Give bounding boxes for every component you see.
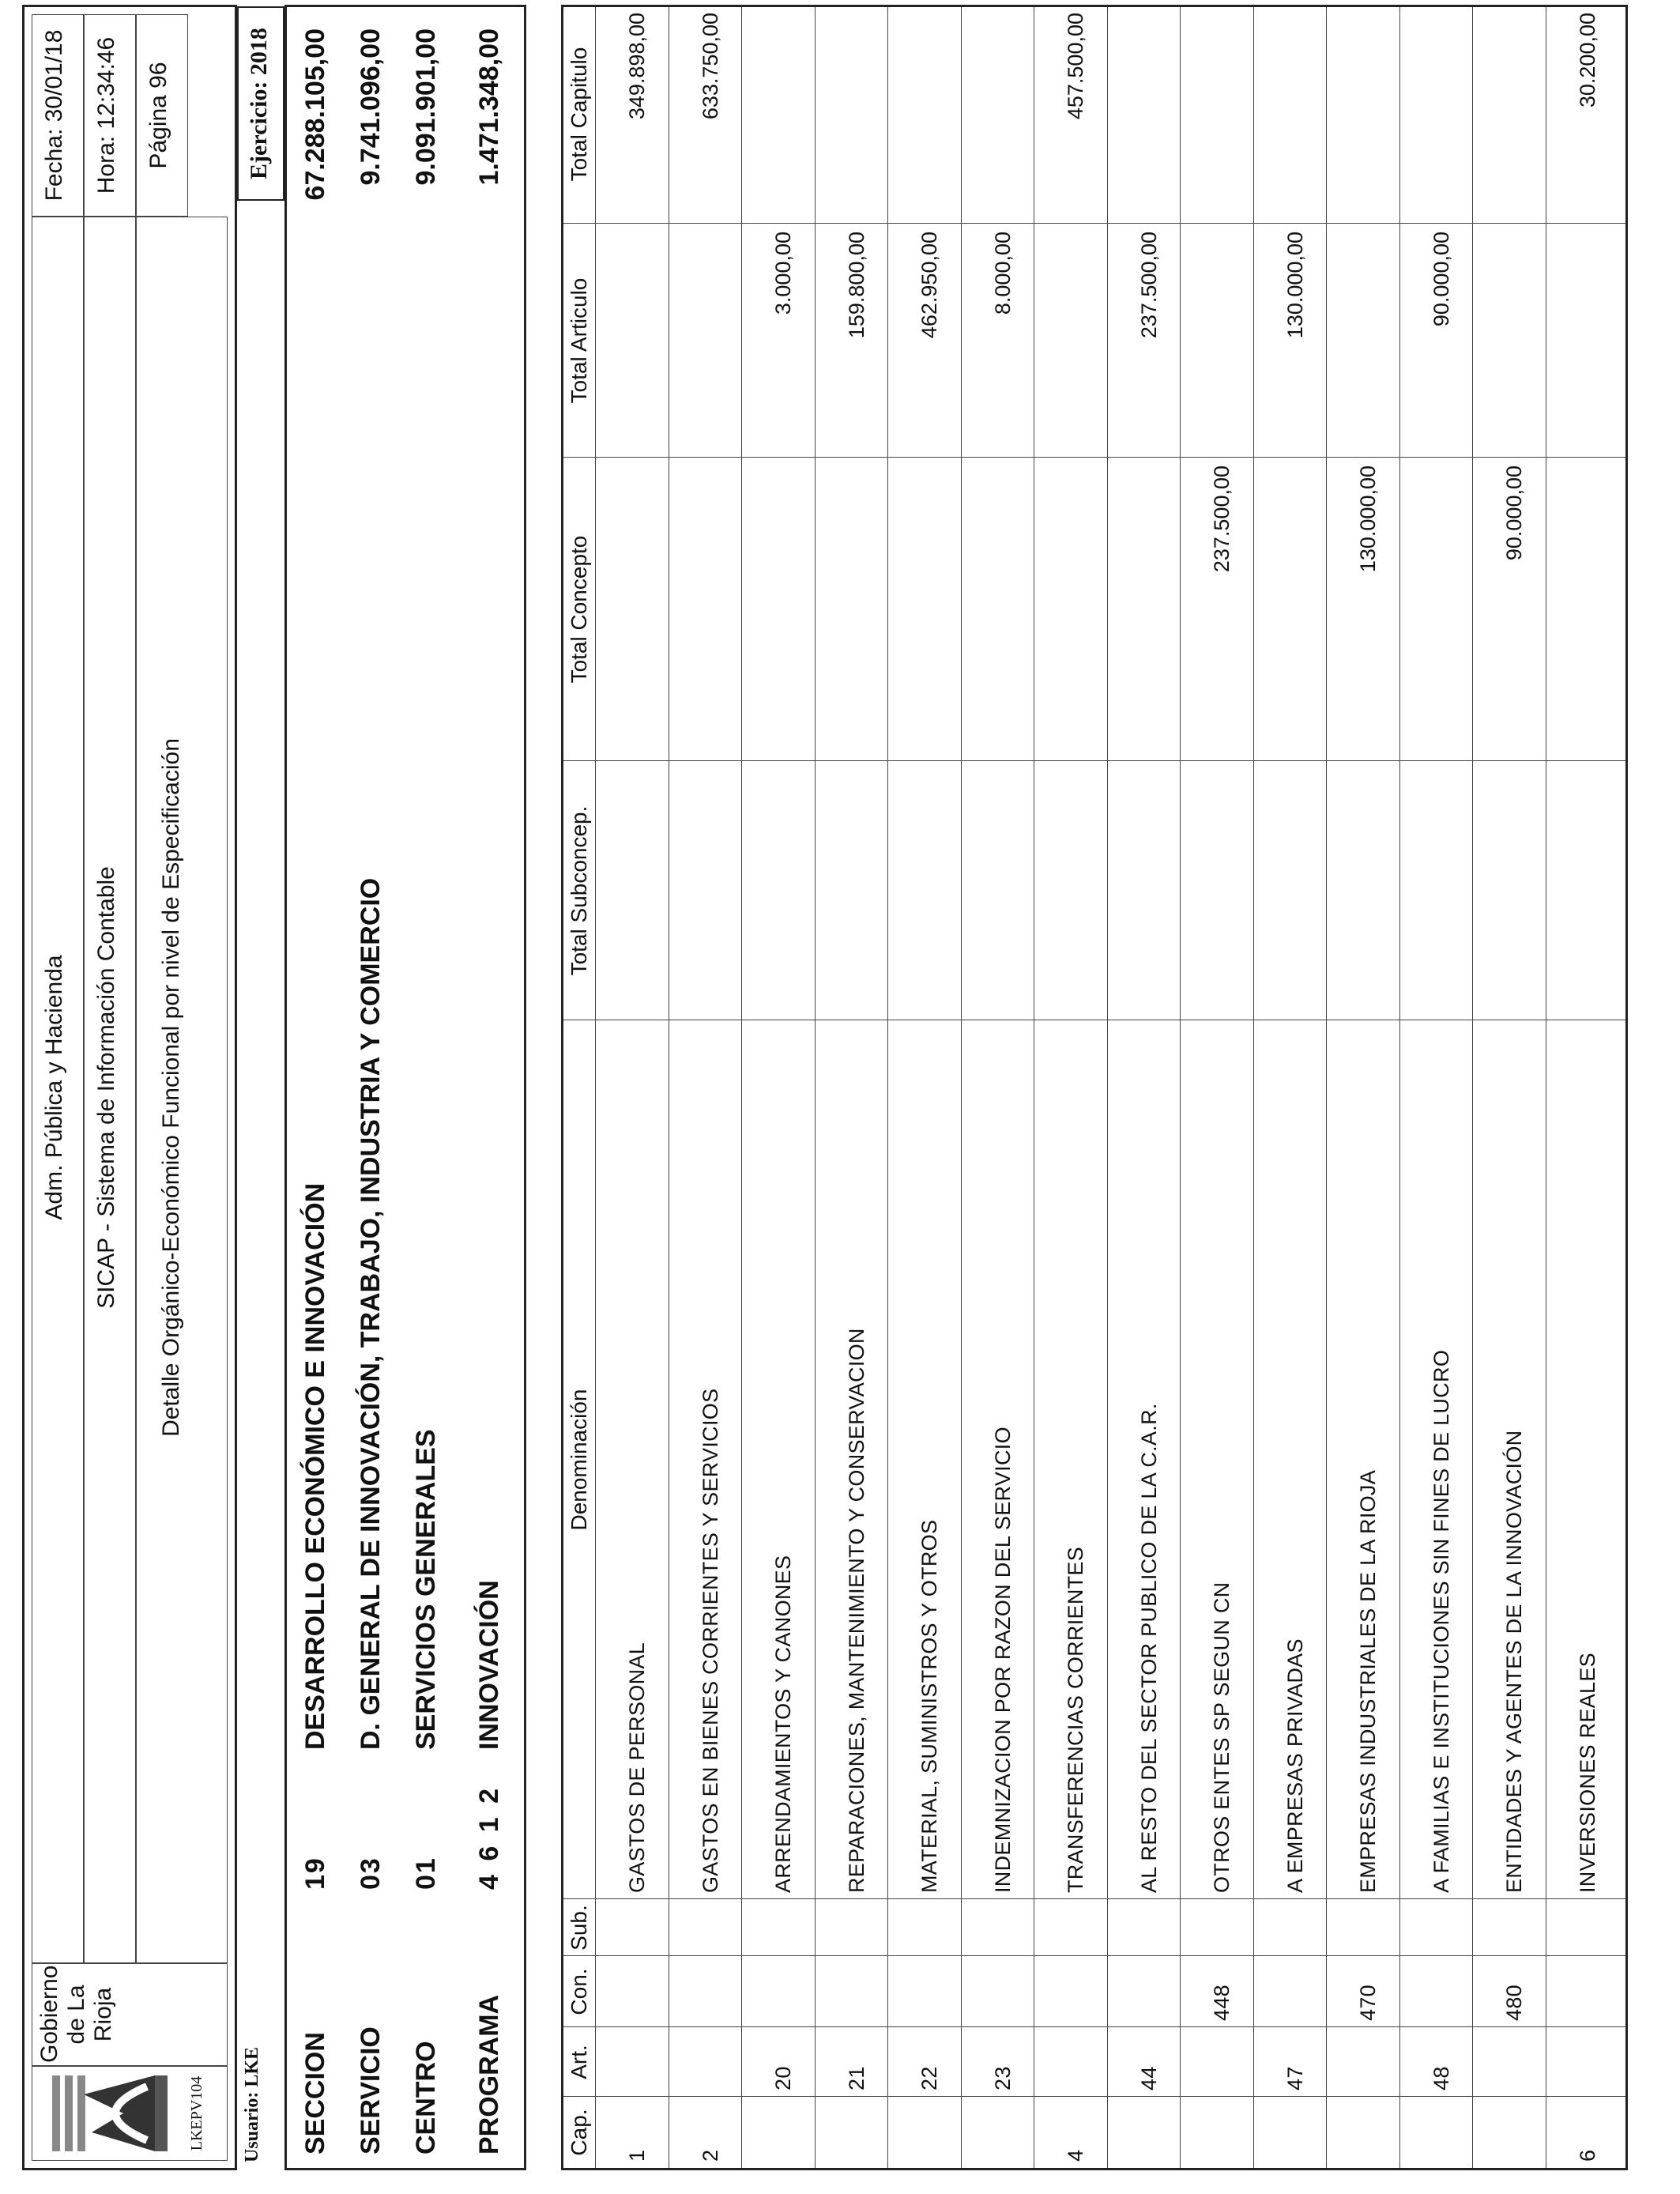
cell-total-articulo: 462.950,00: [917, 232, 941, 339]
cell-art: 23: [990, 2066, 1015, 2090]
org-name-text: DESARROLLO ECONÓMICO E INNOVACIÓN: [300, 1182, 330, 1750]
cell-cap: [1400, 2097, 1474, 2168]
cell-total-capitulo: [816, 5, 889, 224]
table-row: [1254, 7, 1328, 2168]
cell-cap: [1473, 2097, 1546, 2168]
col-divider: [563, 1898, 1625, 1899]
cell-denominacion: A FAMILIAS E INSTITUCIONES SIN FINES DE LUCRO: [1429, 1349, 1453, 1893]
col-header-con: Con.: [567, 1968, 591, 2015]
cell-art: [1327, 2027, 1400, 2097]
cell-denominacion: GASTOS EN BIENES CORRIENTES Y SERVICIOS: [698, 1388, 722, 1893]
table-row: [1181, 7, 1254, 2168]
cell-art: 20: [771, 2066, 795, 2090]
cell-total-capitulo: [1327, 5, 1400, 224]
cell-total-articulo: [1473, 224, 1546, 458]
col-header-total-capitulo: Total Capitulo: [567, 47, 591, 182]
cell-total-concepto: 130.000,00: [1356, 466, 1380, 573]
cell-con: [1546, 1956, 1620, 2027]
cell-sub: [742, 1899, 816, 1956]
col-header-total-subconcepto: Total Subconcep.: [567, 805, 591, 976]
cell-sub: [1327, 1899, 1400, 1956]
cell-cap: [742, 2097, 816, 2168]
cell-total-articulo: 90.000,00: [1429, 232, 1453, 327]
cell-sub: [888, 1899, 962, 1956]
cell-sub: [816, 1899, 889, 1956]
org-name-text: INNOVACIÓN: [474, 1580, 504, 1750]
col-divider: [563, 2026, 1625, 2027]
org-code: 19: [300, 1857, 330, 1890]
table-row: [742, 7, 816, 2168]
col-divider: [563, 1955, 1625, 1956]
cell-con: [742, 1956, 816, 2027]
cell-denominacion: OTROS ENTES SP SEGUN CN: [1210, 1581, 1234, 1893]
table-row: [1034, 7, 1108, 2168]
col-header-sub: Sub.: [567, 1905, 591, 1951]
org-label: SERVICIO: [356, 2026, 386, 2154]
cell-total-concepto: [1546, 458, 1620, 761]
header-title-1: Adm. Pública y Hacienda: [41, 955, 67, 1220]
cell-total-concepto: [1254, 458, 1328, 761]
org-label: CENTRO: [411, 2041, 441, 2154]
cell-cap: [816, 2097, 889, 2168]
org-name: [36, 1966, 117, 2063]
cell-art: [1034, 2027, 1108, 2097]
cell-total-articulo: [596, 224, 669, 458]
cell-sub: [1181, 1899, 1254, 1956]
cell-denominacion: ARRENDAMIENTOS Y CANONES: [771, 1555, 795, 1893]
cell-total-concepto: 237.500,00: [1210, 466, 1234, 573]
cell-total-capitulo: [962, 5, 1035, 224]
cell-total-articulo: [1546, 224, 1620, 458]
usuario: Usuario: LKE: [242, 2046, 262, 2162]
cell-art: [669, 2027, 743, 2097]
cell-cap: [962, 2097, 1035, 2168]
cell-total-subconcepto: [1034, 761, 1108, 1020]
cell-total-capitulo: [888, 5, 962, 224]
cell-sub: [962, 1899, 1035, 1956]
cell-cap: 6: [1575, 2149, 1599, 2162]
rioja-logo-icon: [36, 2071, 172, 2156]
cell-sub: [1473, 1899, 1546, 1956]
org-amount: 67.288.105,00: [300, 28, 330, 201]
cell-denominacion: ENTIDADES Y AGENTES DE LA INNOVACIÓN: [1502, 1430, 1526, 1893]
ejercicio: Ejercicio: 2018: [246, 28, 272, 179]
header-title-3: Detalle Orgánico-Económico Funcional por nivel de Especificación: [158, 738, 184, 1437]
cell-denominacion: GASTOS DE PERSONAL: [625, 1642, 649, 1893]
cell-total-subconcepto: [596, 761, 669, 1020]
cell-total-articulo: 8.000,00: [990, 232, 1015, 315]
cell-total-capitulo: [1108, 5, 1181, 224]
cell-con: 470: [1356, 1985, 1380, 2021]
budget-table: [561, 5, 1628, 2170]
cell-total-capitulo: [1181, 5, 1254, 224]
org-label: SECCION: [300, 2032, 330, 2154]
header-title-2: SICAP - Sistema de Información Contable: [93, 866, 119, 1309]
col-divider: [563, 2096, 1625, 2097]
cell-sub: [1034, 1899, 1108, 1956]
org-amount: 1.471.348,00: [474, 28, 504, 186]
cell-total-subconcepto: [742, 761, 816, 1020]
cell-total-concepto: [669, 458, 743, 761]
table-row: [1108, 7, 1181, 2168]
cell-total-articulo: 237.500,00: [1136, 232, 1161, 339]
cell-con: [1108, 1956, 1181, 2027]
cell-sub: [1254, 1899, 1328, 1956]
cell-total-subconcepto: [962, 761, 1035, 1020]
table-row: [1327, 7, 1400, 2168]
cell-denominacion: MATERIAL, SUMINISTROS Y OTROS: [917, 1519, 941, 1893]
cell-con: [669, 1956, 743, 2027]
org-name-text: SERVICIOS GENERALES: [411, 1429, 441, 1750]
cell-art: [1546, 2027, 1620, 2097]
cell-cap: 4: [1064, 2149, 1087, 2162]
col-divider: [563, 457, 1625, 458]
cell-total-subconcepto: [1254, 761, 1328, 1020]
hora: Hora: 12:34:46: [93, 36, 119, 194]
cell-cap: [1327, 2097, 1400, 2168]
org-name-line-3: Rioja: [90, 1987, 116, 2042]
cell-total-articulo: [1181, 224, 1254, 458]
table-row: [816, 7, 889, 2168]
org-name-line-1: Gobierno: [36, 1965, 62, 2063]
fecha: Fecha: 30/01/18: [41, 29, 67, 202]
col-divider: [563, 760, 1625, 761]
col-header-cap: Cap.: [567, 2109, 591, 2156]
cell-denominacion: INVERSIONES REALES: [1575, 1653, 1599, 1893]
cell-total-articulo: [1034, 224, 1108, 458]
cell-denominacion: TRANSFERENCIAS CORRIENTES: [1064, 1546, 1087, 1893]
table-row: [1400, 7, 1474, 2168]
cell-total-concepto: [596, 458, 669, 761]
org-label: PROGRAMA: [474, 1994, 504, 2154]
cell-sub: [1108, 1899, 1181, 1956]
cell-total-subconcepto: [1327, 761, 1400, 1020]
cell-con: [596, 1956, 669, 2027]
cell-art: 48: [1429, 2066, 1453, 2090]
cell-cap: [1254, 2097, 1328, 2168]
logo-code: LKEPV104: [188, 2075, 205, 2151]
cell-total-concepto: [816, 458, 889, 761]
cell-cap: 1: [625, 2149, 649, 2162]
table-row: [1473, 7, 1546, 2168]
cell-total-concepto: [962, 458, 1035, 761]
cell-total-capitulo: 349.898,00: [625, 13, 649, 120]
cell-total-subconcepto: [1400, 761, 1474, 1020]
cell-total-concepto: [888, 458, 962, 761]
table-row: [669, 7, 743, 2168]
cell-cap: [1108, 2097, 1181, 2168]
cell-total-articulo: 130.000,00: [1283, 232, 1307, 339]
table-row: [1546, 7, 1620, 2168]
cell-total-subconcepto: [816, 761, 889, 1020]
org-amount: 9.091.901,00: [411, 28, 441, 186]
cell-total-articulo: [669, 224, 743, 458]
cell-denominacion: AL RESTO DEL SECTOR PUBLICO DE LA C.A.R.: [1136, 1403, 1161, 1893]
cell-sub: [596, 1899, 669, 1956]
cell-total-capitulo: [742, 5, 816, 224]
cell-total-subconcepto: [1473, 761, 1546, 1020]
cell-con: 448: [1210, 1985, 1234, 2021]
cell-sub: [669, 1899, 743, 1956]
col-divider: [563, 223, 1625, 224]
cell-total-subconcepto: [1546, 761, 1620, 1020]
cell-total-articulo: [1327, 224, 1400, 458]
cell-art: 22: [917, 2066, 941, 2090]
org-code: 03: [356, 1857, 386, 1890]
cell-total-capitulo: 30.200,00: [1575, 13, 1599, 108]
cell-art: [1181, 2027, 1254, 2097]
cell-con: 480: [1502, 1985, 1526, 2021]
cell-total-capitulo: 633.750,00: [698, 13, 722, 120]
cell-con: [1400, 1956, 1474, 2027]
cell-con: [816, 1956, 889, 2027]
cell-total-subconcepto: [1181, 761, 1254, 1020]
cell-sub: [1400, 1899, 1474, 1956]
col-header-art: Art.: [567, 2045, 591, 2079]
org-code: 01: [411, 1857, 441, 1890]
cell-con: [1034, 1956, 1108, 2027]
col-header-denominacion: Denominación: [567, 1389, 591, 1531]
cell-total-subconcepto: [669, 761, 743, 1020]
pagina: Página 96: [145, 62, 171, 169]
cell-cap: [1181, 2097, 1254, 2168]
cell-art: 47: [1283, 2066, 1307, 2090]
table-row: [962, 7, 1035, 2168]
org-amount: 9.741.096,00: [356, 28, 386, 186]
cell-cap: [888, 2097, 962, 2168]
cell-sub: [1546, 1899, 1620, 1956]
org-name-line-2: de La: [63, 1985, 89, 2045]
table-row: [888, 7, 962, 2168]
cell-total-subconcepto: [1108, 761, 1181, 1020]
cell-denominacion: INDEMNIZACION POR RAZON DEL SERVICIO: [990, 1427, 1015, 1893]
cell-art: 44: [1136, 2066, 1161, 2090]
cell-total-concepto: [1034, 458, 1108, 761]
cell-total-concepto: [1108, 458, 1181, 761]
cell-cap: 2: [698, 2149, 722, 2162]
cell-total-subconcepto: [888, 761, 962, 1020]
cell-total-capitulo: [1473, 5, 1546, 224]
cell-con: [962, 1956, 1035, 2027]
cell-total-capitulo: [1400, 5, 1474, 224]
cell-total-concepto: 90.000,00: [1502, 466, 1526, 561]
cell-total-capitulo: 457.500,00: [1064, 13, 1087, 120]
cell-denominacion: A EMPRESAS PRIVADAS: [1283, 1638, 1307, 1893]
cell-total-articulo: 159.800,00: [844, 232, 868, 339]
cell-con: [1254, 1956, 1328, 2027]
cell-total-concepto: [1400, 458, 1474, 761]
cell-total-articulo: 3.000,00: [771, 232, 795, 315]
cell-total-capitulo: [1254, 5, 1328, 224]
cell-total-concepto: [742, 458, 816, 761]
cell-art: 21: [844, 2066, 868, 2090]
col-header-total-concepto: Total Concepto: [567, 535, 591, 684]
cell-art: [1473, 2027, 1546, 2097]
cell-denominacion: EMPRESAS INDUSTRIALES DE LA RIOJA: [1356, 1469, 1380, 1893]
org-name-text: D. GENERAL DE INNOVACIÓN, TRABAJO, INDUSTRIA Y COMERCIO: [356, 877, 386, 1750]
cell-art: [596, 2027, 669, 2097]
cell-con: [888, 1956, 962, 2027]
org-code: 4 6 1 2: [474, 1785, 504, 1890]
table-row: [596, 7, 669, 2168]
cell-denominacion: REPARACIONES, MANTENIMIENTO Y CONSERVACION: [844, 1328, 868, 1893]
col-header-total-articulo: Total Articulo: [567, 277, 591, 404]
